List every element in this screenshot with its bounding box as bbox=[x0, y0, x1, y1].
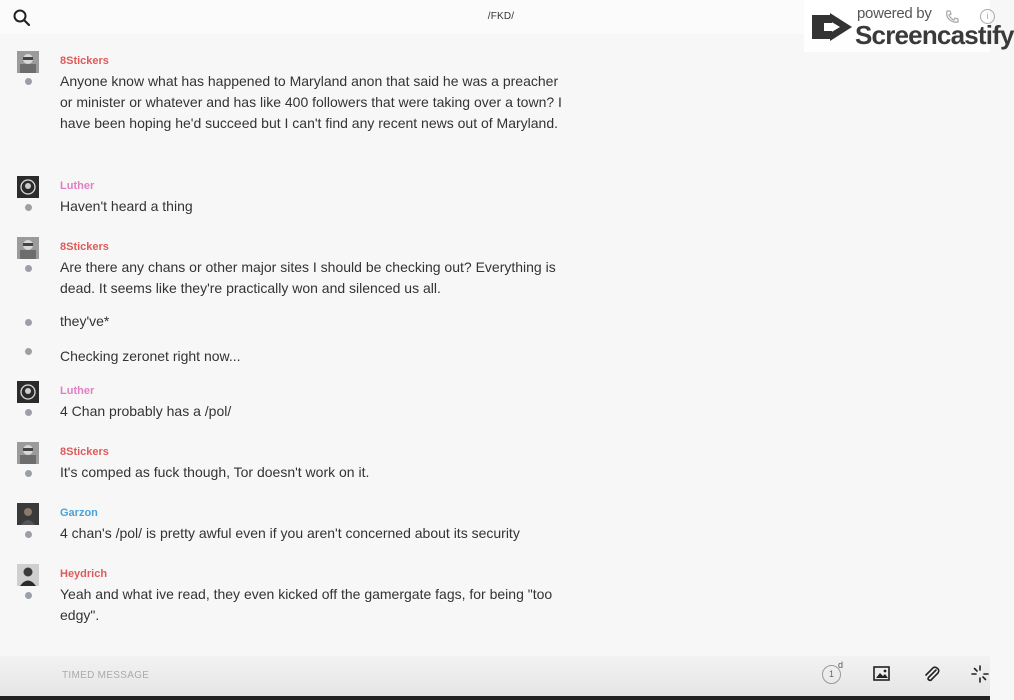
message-author[interactable]: 8Stickers bbox=[60, 446, 109, 458]
message-author[interactable]: 8Stickers bbox=[60, 55, 109, 67]
phone-icon bbox=[944, 9, 960, 25]
message-author[interactable]: Heydrich bbox=[60, 568, 108, 580]
message-dot bbox=[25, 592, 32, 599]
info-icon: i bbox=[980, 9, 995, 24]
message-dot bbox=[25, 470, 32, 477]
avatar[interactable] bbox=[17, 176, 39, 198]
message-text: It's comped as fuck though, Tor doesn't work on it. bbox=[60, 464, 370, 480]
message-dot bbox=[25, 265, 32, 272]
bottom-strip bbox=[0, 696, 990, 700]
avatar[interactable] bbox=[17, 381, 39, 403]
message-text: 4 Chan probably has a /pol/ bbox=[60, 403, 232, 419]
message-text: Are there any chans or other major sites I should be checking out? Everything is dead. It seems like they're practically won and silenced us all. bbox=[60, 259, 556, 296]
message-input[interactable] bbox=[60, 664, 764, 686]
message-text: Checking zeronet right now... bbox=[60, 348, 241, 364]
message-text: they've* bbox=[60, 313, 110, 329]
message-dot bbox=[25, 78, 32, 85]
watermark-brand: Screencastify bbox=[855, 20, 1014, 50]
message-author[interactable]: Luther bbox=[60, 385, 95, 397]
avatar[interactable] bbox=[17, 503, 39, 525]
avatar[interactable] bbox=[17, 564, 39, 586]
avatar[interactable] bbox=[17, 237, 39, 259]
message-text: Haven't heard a thing bbox=[60, 198, 193, 214]
message-author[interactable]: Luther bbox=[60, 180, 95, 192]
watermark-powered-by: powered by bbox=[857, 5, 932, 22]
attachment-icon[interactable] bbox=[922, 664, 942, 684]
timer-badge[interactable]: 1 bbox=[822, 665, 841, 684]
message-dot bbox=[25, 348, 32, 355]
message-dot bbox=[25, 531, 32, 538]
message-list bbox=[0, 34, 990, 656]
composer-bar bbox=[0, 656, 990, 700]
avatar[interactable] bbox=[17, 51, 39, 73]
channel-title: /FKD/ bbox=[487, 11, 515, 22]
timer-unit: d bbox=[838, 660, 844, 670]
message-author[interactable]: Garzon bbox=[60, 507, 98, 519]
loading-spinner-icon bbox=[970, 664, 990, 684]
image-icon[interactable] bbox=[872, 664, 892, 684]
message-dot bbox=[25, 409, 32, 416]
message-author[interactable]: 8Stickers bbox=[60, 241, 109, 253]
message-text: Yeah and what ive read, they even kicked off the gamergate fags, for being "too edgy". bbox=[60, 586, 553, 623]
message-text: 4 chan's /pol/ is pretty awful even if you aren't concerned about its security bbox=[60, 525, 520, 541]
avatar[interactable] bbox=[17, 442, 39, 464]
message-dot bbox=[25, 204, 32, 211]
message-text: Anyone know what has happened to Maryland anon that said he was a preacher or minister or whatever and has like 400 followers that were taking over a town? I have been hoping he'd succeed but I can't find any recent news out of Maryland. bbox=[60, 73, 562, 131]
message-dot bbox=[25, 319, 32, 326]
